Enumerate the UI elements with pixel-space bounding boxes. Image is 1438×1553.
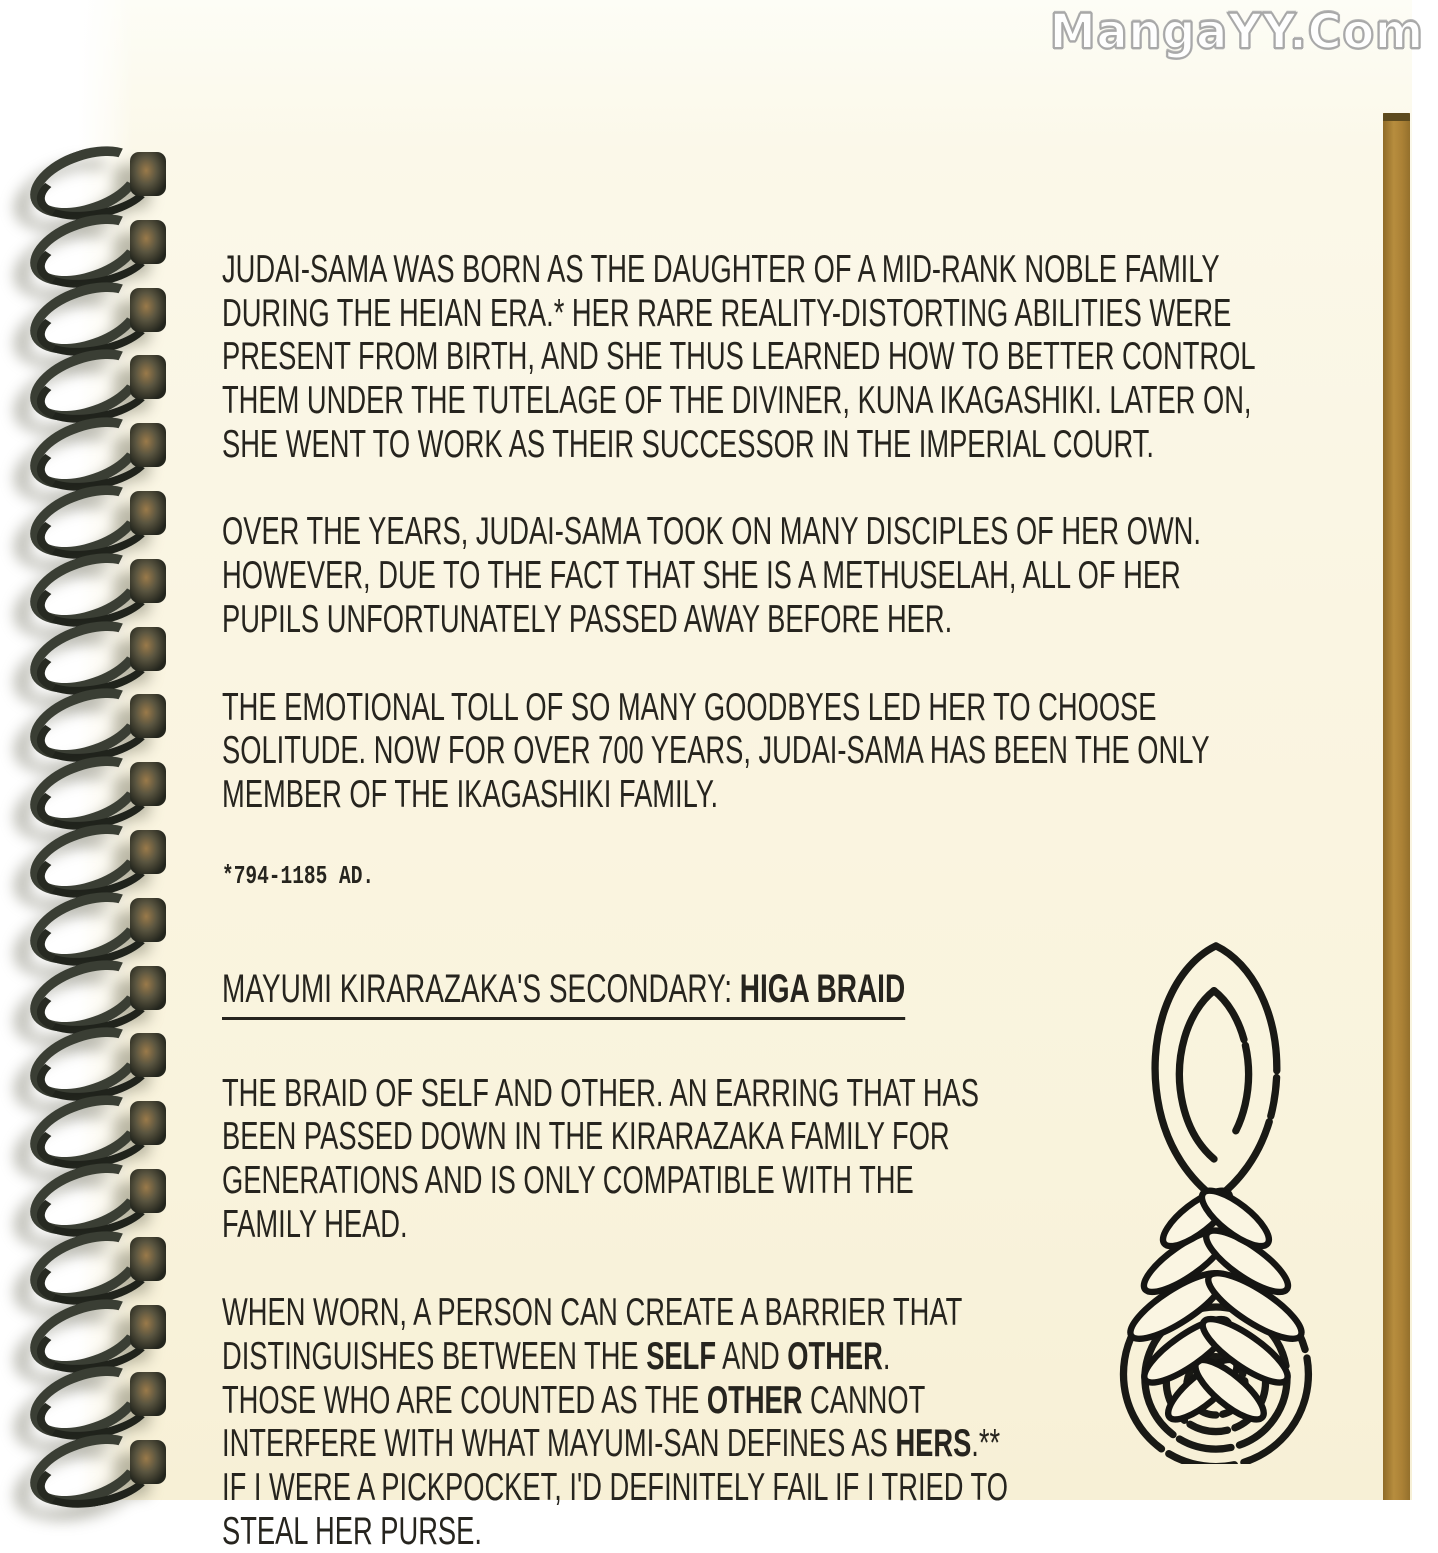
ring-end-knob [130,220,166,264]
spiral-ring [26,1029,176,1093]
ring-end-knob [130,1101,166,1145]
ring-end-knob [130,830,166,874]
spiral-ring [26,216,176,280]
spiral-ring [26,690,176,754]
page-text-column [222,248,1402,1553]
ring-end-knob [130,1372,166,1416]
ring-end-knob [130,491,166,535]
spiral-ring [26,1301,176,1365]
ring-end-knob [130,1033,166,1077]
spiral-ring [26,894,176,958]
spiral-ring [26,758,176,822]
spiral-ring [26,419,176,483]
watermark-text: MangaYY.Com [1049,2,1424,60]
spiral-ring [26,351,176,415]
bio-paragraph-1: JUDAI-SAMA WAS BORN AS THE DAUGHTER OF A MID-RANK NOBLE FAMILY DURING THE HEIAN ERA.* HER RARE REALITY-DISTORTING ABILITIES WERE PRESENT FROM BIRTH, AND SHE THUS LEARNED HOW TO BETTER CONTROL THEM UNDER THE TUTELAGE OF THE DIVINER, KUNA IKAGASHIKI. LATER ON, SHE WENT TO WORK AS THEIR SUCCESSOR IN THE IMPERIAL COURT. [222,248,1256,466]
spiral-ring [26,1368,176,1432]
ring-end-knob [130,1237,166,1281]
era-footnote: *794-1185 AD. [222,860,375,891]
spiral-ring [26,1233,176,1297]
spiral-ring [26,623,176,687]
braid-paragraph-1: THE BRAID OF SELF AND OTHER. AN EARRING THAT HAS BEEN PASSED DOWN IN THE KIRARAZAKA FAMILY FOR GENERATIONS AND IS ONLY COMPATIBLE WITH THE FAMILY HEAD. [222,1071,979,1246]
ring-end-knob [130,152,166,196]
ring-end-knob [130,627,166,671]
spiral-ring [26,1097,176,1161]
ring-end-knob [130,694,166,738]
bio-paragraph-2: OVER THE YEARS, JUDAI-SAMA TOOK ON MANY DISCIPLES OF HER OWN. HOWEVER, DUE TO THE FACT THAT SHE IS A METHUSELAH, ALL OF HER PUPILS UNFORTUNATELY PASSED AWAY BEFORE HER. [222,510,1201,641]
spiral-ring [26,148,176,212]
heading-underlined-text: MAYUMI KIRARAZAKA'S SECONDARY: HIGA BRAID [222,967,905,1020]
spiral-binding [0,0,200,1500]
ring-end-knob [130,762,166,806]
spiral-ring [26,962,176,1026]
ring-end-knob [130,966,166,1010]
ring-end-knob [130,559,166,603]
spiral-ring [26,555,176,619]
spiral-ring [26,1436,176,1500]
spiral-ring [26,487,176,551]
braid-paragraph-2: WHEN WORN, A PERSON CAN CREATE A BARRIER THAT DISTINGUISHES BETWEEN THE SELF AND OTHER. THOSE WHO ARE COUNTED AS THE OTHER CANNOT INTERFERE WITH WHAT MAYUMI-SAN DEFINES AS HERS.** IF I WERE A PICKPOCKET, I'D DEFINITELY FAIL IF I TRIED TO STEAL HER PURSE. [222,1291,1008,1553]
spiral-ring [26,1165,176,1229]
ring-end-knob [130,423,166,467]
ring-end-knob [130,898,166,942]
ring-end-knob [130,1440,166,1484]
ring-end-knob [130,1169,166,1213]
spiral-ring [26,284,176,348]
spiral-ring [26,826,176,890]
bio-paragraph-3: THE EMOTIONAL TOLL OF SO MANY GOODBYES LED HER TO CHOOSE SOLITUDE. NOW FOR OVER 700 YEARS, JUDAI-SAMA HAS BEEN THE ONLY MEMBER OF THE IKAGASHIKI FAMILY. [222,685,1210,816]
ring-end-knob [130,288,166,332]
ring-end-knob [130,1305,166,1349]
ring-end-knob [130,355,166,399]
secondary-section-heading [222,967,1048,1020]
